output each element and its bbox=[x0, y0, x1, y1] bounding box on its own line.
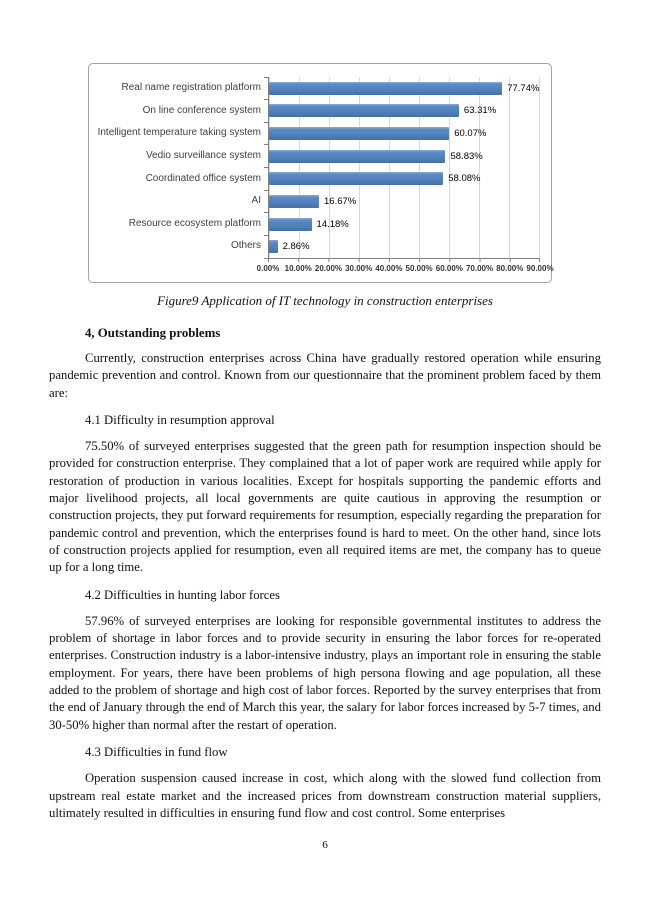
category-label: Vedio surveillance system bbox=[145, 149, 261, 161]
axis-edge-tick bbox=[539, 259, 540, 262]
x-axis-tick-label: 80.00% bbox=[496, 264, 524, 273]
data-label: 58.08% bbox=[448, 173, 481, 185]
x-axis-tick-label: 10.00% bbox=[284, 264, 312, 273]
category-label: Resource ecosystem platform bbox=[128, 217, 261, 229]
bar-track bbox=[268, 213, 540, 236]
data-label: 60.07% bbox=[454, 128, 487, 140]
chart-plot-area bbox=[97, 77, 540, 258]
chart-row bbox=[97, 168, 540, 191]
x-axis-tick-label: 60.00% bbox=[435, 264, 463, 273]
chart-row bbox=[97, 100, 540, 123]
bar-track bbox=[268, 235, 540, 258]
bar bbox=[269, 195, 319, 208]
bar bbox=[269, 127, 449, 140]
document-body bbox=[49, 321, 601, 822]
x-axis-tick-label: 20.00% bbox=[314, 264, 343, 273]
bar-track bbox=[268, 190, 540, 213]
bar bbox=[269, 172, 443, 185]
chart-row bbox=[97, 213, 540, 236]
bar bbox=[269, 240, 278, 253]
bar bbox=[269, 104, 459, 117]
x-axis-tick-label: 0.00% bbox=[256, 264, 280, 273]
data-label: 63.31% bbox=[463, 105, 497, 117]
data-label: 77.74% bbox=[507, 82, 540, 94]
subsection-body-4-2: 57.96% of surveyed enterprises are looking for responsible governmental institutes to address the problem of shortage in labor forces and to provide security in ensuring the labor forces for re-operated enterprises. Construction industry is a labor-intensive industry, plays an important role in ensuring the stable employment. For years, there have been problems of high persona flowing and age population, all these added to the problem of shortage and high cost of labor forces. Reported by the survey enterprises that from the end of January through the end of March this year, the salary for labor forces increased by 5-7 times, and 30-50% higher than normal after the restart of operation. bbox=[49, 613, 601, 732]
x-axis-ticks bbox=[256, 258, 554, 276]
bar-track bbox=[268, 122, 540, 145]
subsection-title-4-3: 4.3 Difficulties in fund flow bbox=[85, 744, 228, 759]
data-label: 2.86% bbox=[282, 241, 310, 253]
chart-x-axis bbox=[97, 258, 554, 276]
chart-row bbox=[97, 145, 540, 168]
bar-chart bbox=[88, 63, 552, 283]
axis-spacer bbox=[97, 258, 268, 276]
section-heading: 4, Outstanding problems bbox=[85, 326, 221, 340]
subsection-body-4-1: 75.50% of surveyed enterprises suggested that the green path for resumption inspection should be provided for construction enterprise. They complained that a lot of paper work are required while apply for restoration of production in various localities. Except for hospitals supporting the pandemic efforts and major livelihood projects, all local governments are quite cautious in approving the resumption or construction projects, they put forward requirements for resumption, especially regarding the preparation for pandemic control and prevention, which the enterprises found is hard to meet. On the other hand, since lots of construction projects applied for resumption, even all required items are met, the company has to queue up for a long time. bbox=[49, 439, 601, 575]
category-label: On line conference system bbox=[142, 104, 261, 116]
data-label: 58.83% bbox=[450, 150, 483, 162]
page-number: 6 bbox=[322, 839, 328, 851]
data-label: 14.18% bbox=[316, 218, 349, 230]
x-axis-tick-label: 30.00% bbox=[345, 264, 373, 273]
x-axis-tick-label: 70.00% bbox=[465, 264, 494, 273]
category-label: Others bbox=[230, 240, 261, 252]
bar-track bbox=[268, 168, 540, 191]
figure-caption: Figure9 Application of IT technology in construction enterprises bbox=[157, 293, 493, 308]
intro-paragraph: Currently, construction enterprises across China have gradually restored operation while ensuring pandemic prevention and control. Known from our questionnaire that the prominent problem faced by them are: bbox=[49, 351, 601, 400]
chart-row bbox=[97, 122, 540, 145]
subsection-title-4-2: 4.2 Difficulties in hunting labor forces bbox=[85, 587, 280, 602]
subsection-body-4-3: Operation suspension caused increase in cost, which along with the slowed fund collection from upstream real estate market and the increased prices from downstream construction material suppliers, ultimately resulted in difficulties in ensuring fund flow and cost control. Some enterprises bbox=[49, 771, 601, 820]
x-axis-tick-label: 90.00% bbox=[526, 264, 554, 273]
chart-row bbox=[97, 235, 540, 258]
category-label: Intelligent temperature taking system bbox=[97, 127, 261, 139]
category-label: Real name registration platform bbox=[121, 82, 261, 94]
bar-track bbox=[268, 100, 540, 123]
subsection-title-4-1: 4.1 Difficulty in resumption approval bbox=[85, 412, 275, 427]
bar bbox=[269, 218, 312, 231]
category-label: AI bbox=[251, 195, 261, 207]
bar-track bbox=[268, 145, 540, 168]
bar-track bbox=[268, 77, 540, 100]
bar bbox=[269, 150, 445, 163]
x-axis-tick-label: 50.00% bbox=[405, 264, 433, 273]
chart-row bbox=[97, 190, 540, 213]
category-label: Coordinated office system bbox=[145, 172, 261, 184]
bar bbox=[269, 82, 502, 95]
chart-row bbox=[97, 77, 540, 100]
data-label: 16.67% bbox=[324, 195, 357, 207]
x-axis-tick-label: 40.00% bbox=[375, 264, 403, 273]
